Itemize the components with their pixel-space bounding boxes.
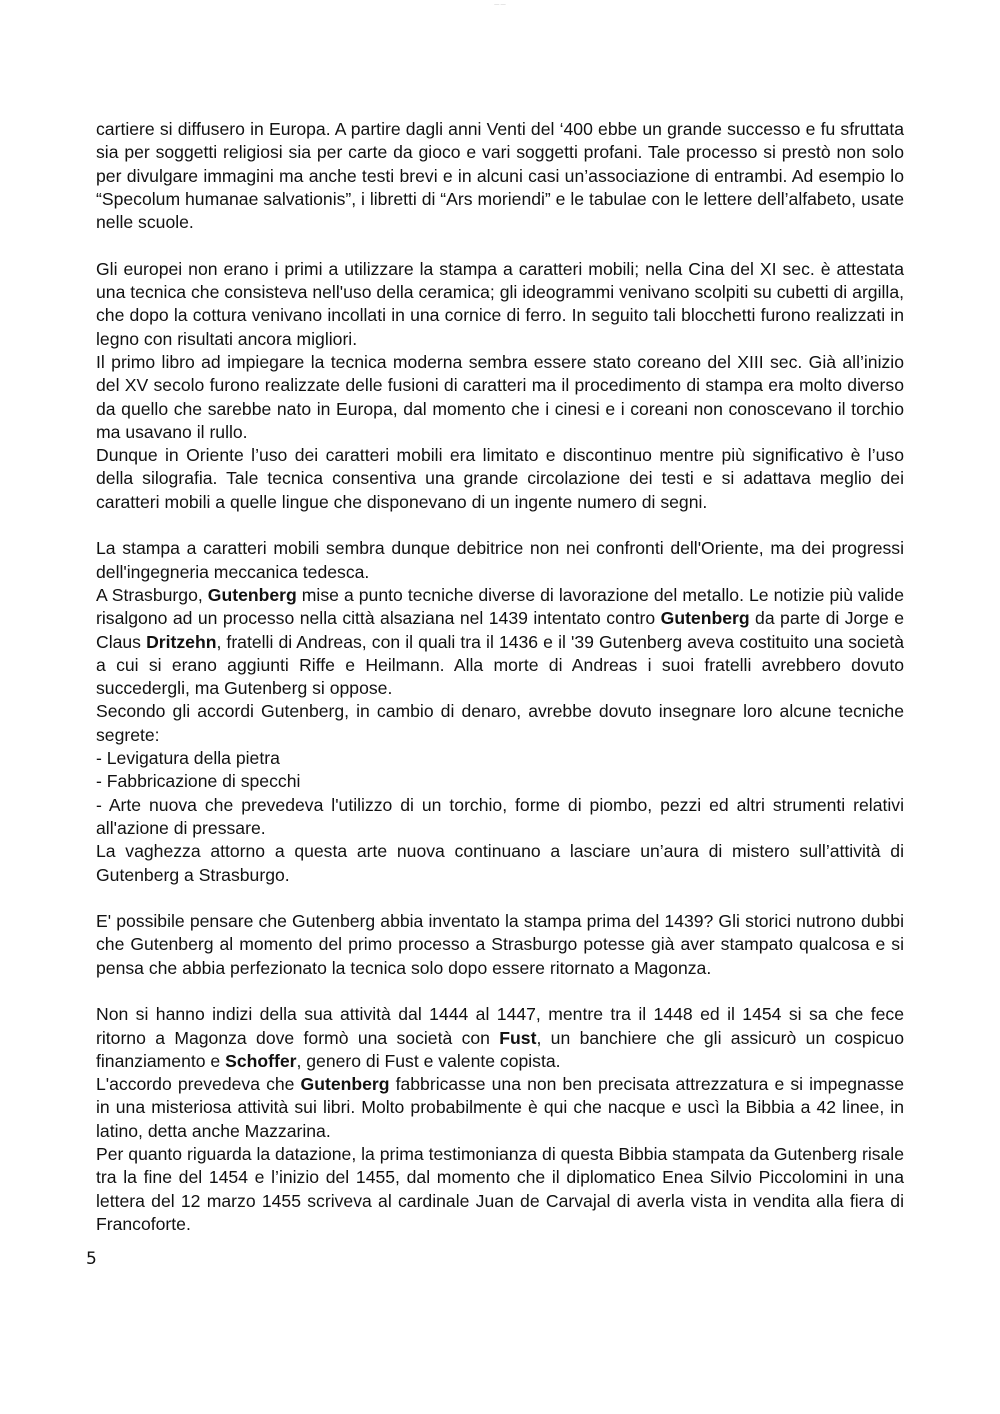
text-run: Il primo libro ad impiegare la tecnica moderna sembra essere stato coreano del XIII sec. Già all’inizio del XV secolo furono realizzate delle fusioni di caratteri ma il procedimento di stampa era molto diverso da quello che sarebbe nato in Europa, dal momento che i cinesi e i coreani non conoscevano il torchio ma usavano il rullo. — [96, 351, 904, 442]
text-run: Gli europei non erano i primi a utilizzare la stampa a caratteri mobili; nella Cina del XI sec. è attestata una tecnica che consisteva nell'uso della ceramica; gli ideogrammi venivano scolpiti su cubetti di argilla, che dopo la cottura venivano incollati in una cornice di ferro. In seguito tali blocchetti furono realizzati in legno con risultati ancora migliori. — [96, 258, 904, 349]
paragraph — [96, 584, 904, 700]
text-run: La vaghezza attorno a questa arte nuova continuano a lasciare un’aura di mistero sull’attività di Gutenberg a Strasburgo. — [96, 841, 904, 885]
text-run: E' possibile pensare che Gutenberg abbia inventato la stampa prima del 1439? Gli storici nutrono dubbi che Gutenberg al momento del primo processo a Strasburgo potesse già aver stampato qualcosa e si pensa che abbia perfezionato la tecnica solo dopo essere ritornato a Magonza. — [96, 911, 904, 978]
text-run: Dunque in Oriente l’uso dei caratteri mobili era limitato e discontinuo mentre più significativo è l’uso della silografia. Tale tecnica consentiva una grande circolazione dei testi e si adattava meglio dei caratteri mobili a quelle lingue che disponevano di un ingente numero di segni. — [96, 445, 904, 512]
text-run: , un banchiere che gli assicurò un cospicuo finanziamento e — [96, 1027, 904, 1071]
text-run: - Arte nuova che prevedeva l'utilizzo di un torchio, forme di piombo, pezzi ed altri strumenti relativi all'azione di pressare. — [96, 794, 904, 838]
paragraph — [96, 537, 904, 584]
text-run: , fratelli di Andreas, con il quali tra il 1436 e il '39 Gutenberg aveva costituito una società a cui si erano aggiunti Riffe e Heilmann. Alla morte di Andreas i suoi fratelli avrebbero dovuto succedergli, ma Gutenberg si oppose. — [96, 631, 904, 699]
text-run: Per quanto riguarda la datazione, la prima testimonianza di questa Bibbia stampata da Gutenberg risale tra la fine del 1454 e l’inizio del 1455, dal momento che il diplomatico Enea Silvio Piccolomini in una lettera del 12 marzo 1455 scriveva al cardinale Juan de Carvajal di averla vista in vendita alla fiera di Francoforte. — [96, 1144, 904, 1234]
bold-name: Dritzehn — [146, 631, 217, 652]
text-run: Non si hanno indizi della sua attività dal 1444 al 1447, mentre tra il 1448 ed il 1454 si sa che fece ritorno a Magonza dove formò una società con — [96, 1004, 904, 1048]
paragraph — [96, 118, 904, 234]
text-run: mise a punto tecniche diverse di lavorazione del metallo. Le notizie più valide risalgono ad un processo nella città alsaziana nel 1439 intentato contro — [96, 584, 904, 629]
text-run: , genero di Fust e valente copista. — [296, 1050, 561, 1071]
paragraph-gap — [96, 514, 904, 537]
text-run: - Fabbricazione di specchi — [96, 771, 301, 792]
bold-name: Gutenberg — [300, 1074, 390, 1095]
text-run: fabbricasse una non ben precisata attrezzatura e si impegnasse in una misteriosa attività sui libri. Molto probabilmente è qui che nacque e uscì la Bibbia a 42 linee, in latino, detta anche Mazzarina. — [96, 1074, 904, 1141]
paragraph — [96, 794, 904, 841]
bold-name: Gutenberg — [207, 584, 297, 605]
paragraph — [96, 840, 904, 887]
paragraph — [96, 1143, 904, 1236]
paragraph — [96, 1073, 904, 1143]
body-text — [96, 118, 904, 1236]
paragraph — [96, 770, 904, 793]
page-number: 5 — [86, 1249, 97, 1269]
text-run: La stampa a caratteri mobili sembra dunque debitrice non nei confronti dell'Oriente, ma dei progressi dell'ingegneria meccanica tedesca. — [96, 538, 904, 582]
text-run: Secondo gli accordi Gutenberg, in cambio di denaro, avrebbe dovuto insegnare loro alcune tecniche segrete: — [96, 701, 904, 745]
paragraph — [96, 444, 904, 514]
paragraph — [96, 700, 904, 747]
bold-name: Fust — [499, 1027, 537, 1048]
paragraph — [96, 910, 904, 980]
text-run: da parte di Jorge e Claus — [96, 608, 904, 652]
paragraph — [96, 747, 904, 770]
text-run: A Strasburgo, — [96, 584, 208, 605]
bold-name: Schoffer — [225, 1050, 297, 1071]
text-run: - Levigatura della pietra — [96, 748, 280, 769]
paragraph — [96, 1003, 904, 1073]
paragraph — [96, 351, 904, 444]
paragraph — [96, 258, 904, 351]
text-run: cartiere si diffusero in Europa. A partire dagli anni Venti del ‘400 ebbe un grande successo e fu sfruttata sia per soggetti religiosi sia per carte da gioco e vari soggetti profani. Tale processo si prestò non solo per divulgare immagini ma anche testi brevi e in alcuni casi un’associazione di entrambi. Ad esempio lo “Specolum humanae salvationis”, i libretti di “Ars moriendi” e le tabulae con le lettere dell’alfabeto, usate nelle scuole. — [96, 119, 904, 233]
paragraph-gap — [96, 234, 904, 257]
paragraph-gap — [96, 980, 904, 1003]
header-mark: — — — [494, 2, 506, 8]
paragraph-gap — [96, 887, 904, 910]
text-run: L'accordo prevedeva che — [96, 1074, 301, 1095]
bold-name: Gutenberg — [660, 608, 750, 629]
